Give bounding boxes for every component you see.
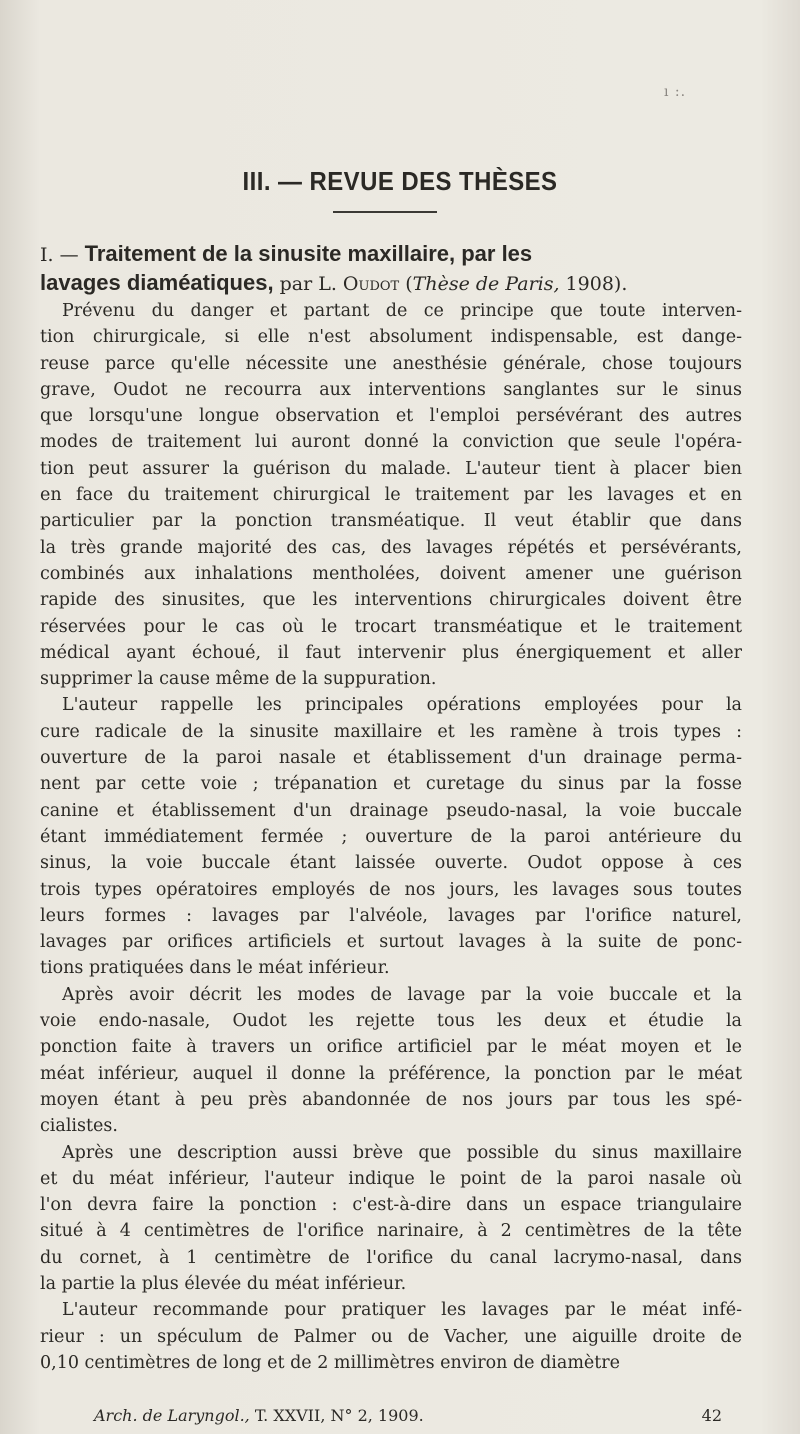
heading-number: I. — <box>40 244 85 266</box>
text-line: sinus, la voie buccale étant laissée ouverte. Oudot oppose à ces <box>40 853 742 874</box>
text-line: et du méat inférieur, l'auteur indique le point de la paroi nasale où <box>40 1168 742 1189</box>
text-line: la partie la plus élevée du méat inférieur. <box>40 1273 407 1294</box>
text-line: cure radicale de la sinusite maxillaire et les ramène à trois types : <box>40 721 742 742</box>
text-line: que lorsqu'une longue observation et l'emploi persévérant des autres <box>40 406 742 427</box>
text-line: tion peut assurer la guérison du malade. L'auteur tient à placer bien <box>40 458 742 479</box>
corner-mark: ı :. <box>664 84 687 100</box>
text-line: L'auteur recommande pour pratiquer les lavages par le méat infé- <box>62 1300 742 1321</box>
text-line: nent par cette voie ; trépanation et curetage du sinus par la fosse <box>40 774 742 795</box>
text-line: Après une description aussi brève que possible du sinus maxillaire <box>62 1142 742 1163</box>
text-line: lavages par orifices artificiels et surtout lavages à la suite de ponc- <box>40 932 742 953</box>
paragraph <box>40 1140 742 1298</box>
text-line: en face du traitement chirurgical le traitement par les lavages et en <box>40 485 742 506</box>
paragraph <box>40 692 742 981</box>
text-line: reuse parce qu'elle nécessite une anesthésie générale, chose toujours <box>40 353 742 374</box>
text-line: ponction faite à travers un orifice artificiel par le méat moyen et le <box>40 1037 742 1058</box>
heading-paren: ( <box>399 273 413 295</box>
text-line: voie endo-nasale, Oudot les rejette tous les deux et étudie la <box>40 1011 742 1032</box>
text-line: tion chirurgicale, si elle n'est absolument indispensable, est dange- <box>40 327 742 348</box>
text-line: cialistes. <box>40 1116 118 1137</box>
text-line: étant immédiatement fermée ; ouverture de la paroi antérieure du <box>40 826 742 847</box>
text-line: réservées pour le cas où le trocart transméatique et le traitement <box>40 616 742 637</box>
text-line: trois types opératoires employés de nos jours, les lavages sous toutes <box>40 879 742 900</box>
paragraph <box>40 1297 742 1376</box>
heading-year: 1908). <box>559 273 628 295</box>
section-title: III. — REVUE DES THÈSES <box>242 166 558 196</box>
heading-by: par L. <box>273 273 343 295</box>
text-line: Après avoir décrit les modes de lavage par la voie buccale et la <box>62 984 742 1005</box>
text-line: méat inférieur, auquel il donne la préférence, la ponction par le méat <box>40 1063 742 1084</box>
text-line: L'auteur rappelle les principales opérations employées pour la <box>62 695 742 716</box>
text-line: grave, Oudot ne recourra aux interventions sanglantes sur le sinus <box>40 379 742 400</box>
heading-title-line-1: Traitement de la sinusite maxillaire, par les <box>84 241 533 266</box>
text-line: Prévenu du danger et partant de ce principe que toute interven- <box>62 301 742 321</box>
text-line: supprimer la cause même de la suppuration. <box>40 669 437 690</box>
text-line: combinés aux inhalations mentholées, doivent amener une guérison <box>40 563 742 584</box>
text-line: la très grande majorité des cas, des lavages répétés et persévérants, <box>40 537 742 558</box>
text-line: médical ayant échoué, il faut intervenir plus énergiquement et aller <box>40 642 742 663</box>
article-heading <box>40 240 740 298</box>
footer-journal: Arch. de Laryngol., <box>94 1406 250 1425</box>
paragraph <box>40 982 742 1140</box>
text-line: rieur : un spéculum de Palmer ou de Vacher, une aiguille droite de <box>40 1326 742 1347</box>
text-line: leurs formes : lavages par l'alvéole, lavages par l'orifice naturel, <box>40 905 742 926</box>
text-line: situé à 4 centimètres de l'orifice narinaire, à 2 centimètres de la tête <box>40 1221 742 1242</box>
text-line: du cornet, à 1 centimètre de l'orifice du canal lacrymo-nasal, dans <box>40 1247 742 1268</box>
text-line: modes de traitement lui auront donné la conviction que seule l'opéra- <box>40 432 742 453</box>
heading-title-line-2: lavages diaméatiques, <box>40 270 274 295</box>
text-line: l'on devra faire la ponction : c'est-à-dire dans un espace triangulaire <box>40 1195 742 1216</box>
text-line: particulier par la ponction transméatique. Il veut établir que dans <box>40 511 742 532</box>
footer-volume: T. XXVII, N° 2, 1909. <box>249 1406 424 1425</box>
text-line: ouverture de la paroi nasale et établissement d'un drainage perma- <box>40 748 742 769</box>
text-line: 0,10 centimètres de long et de 2 millimètres environ de diamètre <box>40 1352 621 1373</box>
paragraph <box>40 298 742 692</box>
text-line: canine et établissement d'un drainage pseudo-nasal, la voie buccale <box>40 800 742 821</box>
page-number: 42 <box>701 1406 722 1425</box>
article-body <box>40 298 742 1376</box>
text-line: moyen étant à peu près abandonnée de nos jours par tous les spé- <box>40 1089 742 1110</box>
text-line: rapide des sinusites, que les interventions chirurgicales doivent être <box>40 590 742 611</box>
text-line: tions pratiquées dans le méat inférieur. <box>40 958 390 979</box>
heading-thesis: Thèse de Paris, <box>412 273 560 295</box>
running-footer <box>94 1406 734 1425</box>
heading-author: Oudot <box>342 273 400 295</box>
title-rule <box>333 211 437 213</box>
